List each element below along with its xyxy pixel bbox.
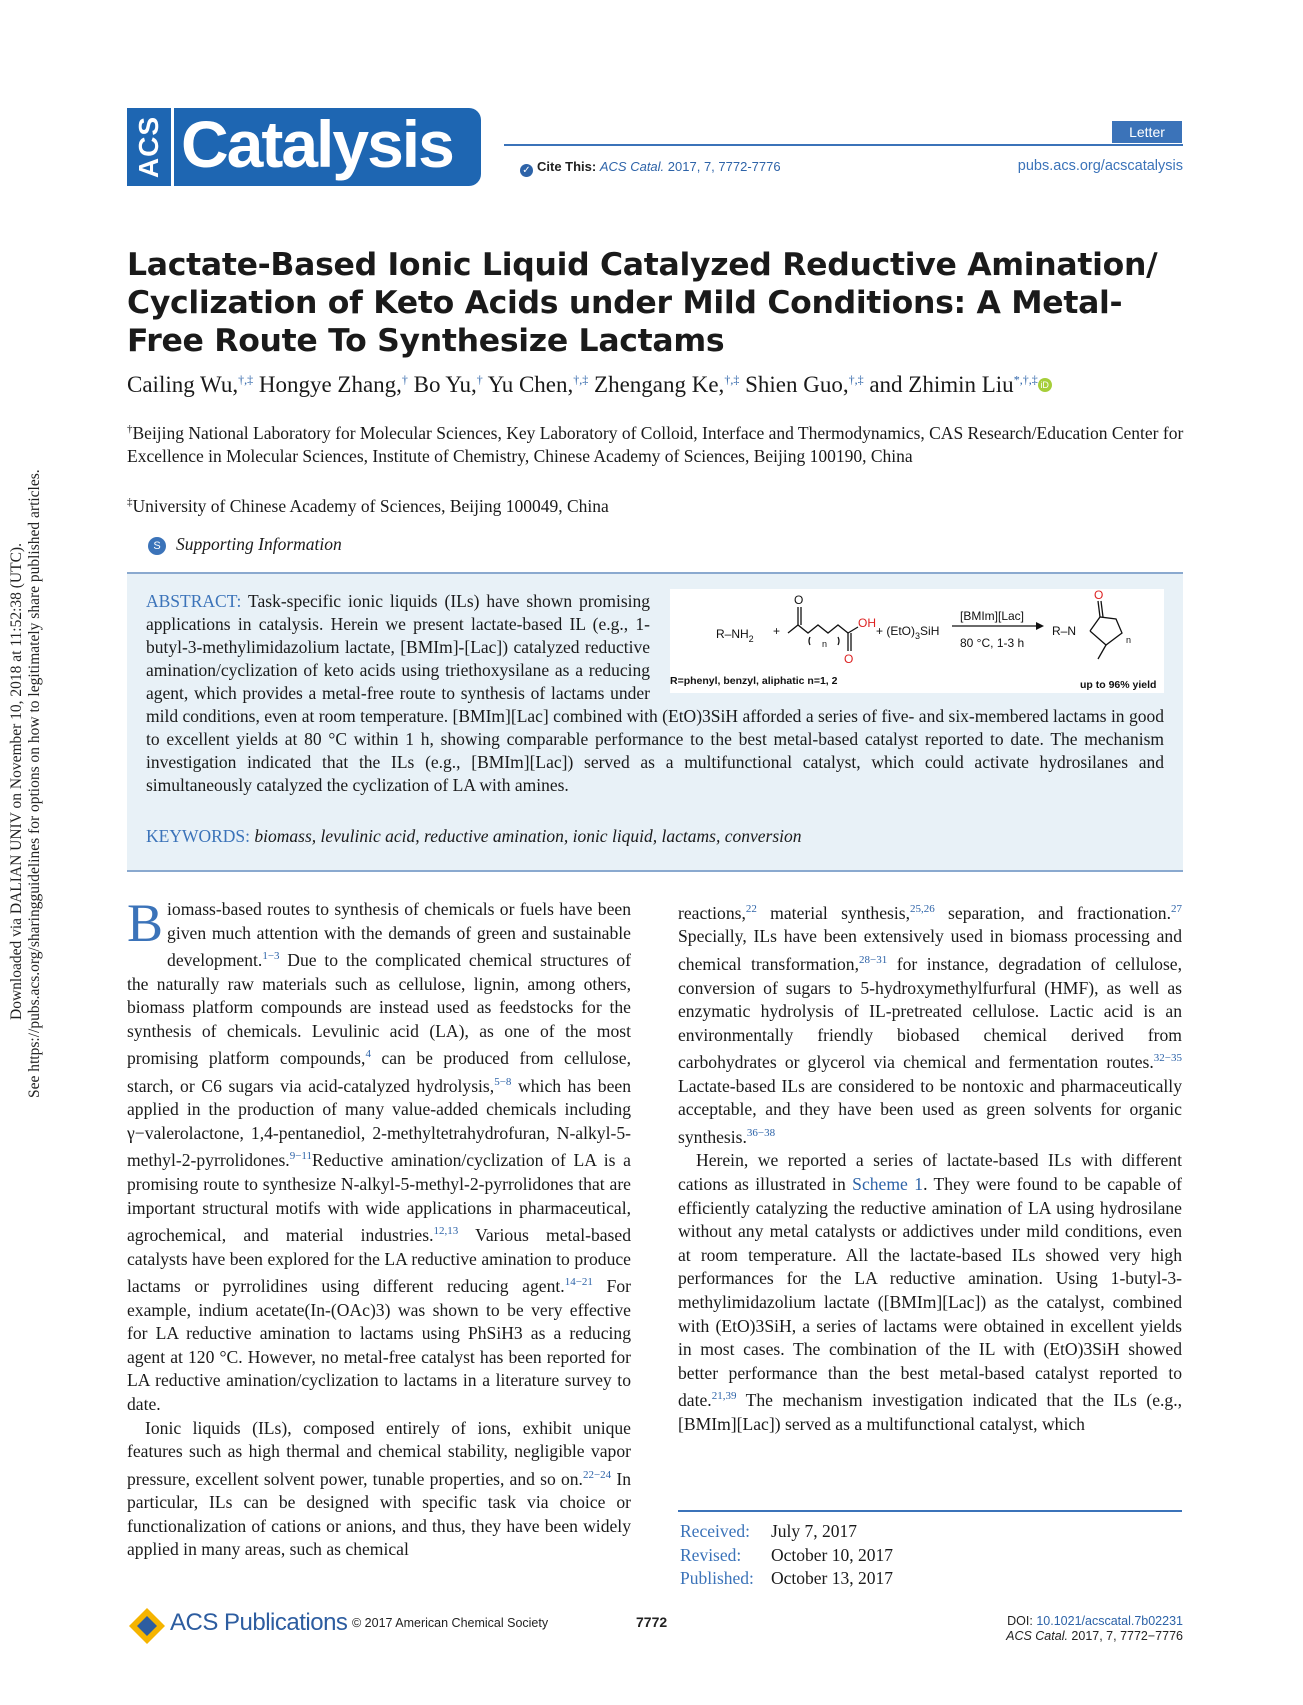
author-name: and Zhimin Liu — [869, 372, 1014, 397]
body-text-run: Specially, ILs have been extensively used in biomass processing and chemical transformation, — [678, 926, 1182, 974]
supporting-information-link[interactable] — [148, 534, 342, 555]
date-published: Published: October 13, 2017 — [680, 1568, 893, 1588]
keywords-text: biomass, levulinic acid, reductive amination, ionic liquid, lactams, conversion — [254, 826, 802, 846]
abstract-label: ABSTRACT: — [146, 591, 242, 611]
citation-ref[interactable]: 12,13 — [433, 1225, 459, 1238]
citation-ref[interactable]: 22 — [745, 903, 757, 915]
download-notice-line2: See https://pubs.acs.org/sharingguidelines for options on how to legitimately share published articles. — [26, 469, 43, 1098]
author-affiliation-marks: †,‡ — [238, 372, 254, 387]
author-affiliation-marks: †,‡ — [848, 372, 864, 387]
body-text-run: In particular, ILs can be designed with specific task via choice or functionalization of cations or anions, and thus, they have been widely applied in many areas, such as chemical — [127, 1468, 631, 1560]
body-text-run: Ionic liquids (ILs), composed entirely of ions, exhibit unique features such as high thermal and chemical stability, negligible vapor pressure, excellent solvent power, tunable properties, and so on. — [127, 1417, 631, 1489]
citation-ref[interactable]: 25,26 — [910, 903, 935, 915]
footer-doi — [1006, 1614, 1183, 1644]
body-text-run: The mechanism investigation indicated that the ILs (e.g., [BMIm][Lac]) served as a multifunctional catalyst, which — [678, 1390, 1182, 1434]
header-rule — [504, 144, 1183, 146]
supporting-info-label: Supporting Information — [176, 534, 342, 554]
toc-oh: OH — [858, 616, 876, 630]
body-paragraph — [127, 1417, 631, 1562]
cite-this[interactable] — [520, 159, 781, 177]
affiliation-1-text: Beijing National Laboratory for Molecular Sciences, Key Laboratory of Colloid, Interface and Thermodynamics, CAS Research/Education Center for Excellence in Molecular Sciences, Institute of Chemistry, Chinese Academy of Sciences, Beijing 100190, China — [127, 422, 1184, 466]
toc-conditions: 80 °C, 1-3 h — [960, 636, 1025, 650]
body-text-run: for instance, degradation of cellulose, conversion of sugars to 5-hydroxymethylfurfural (HMF), as well as enzymatic hydrolysis of IL-pretreated cellulose. Lactic acid is an environmentally friendly biobased chemical derived from carbohydrates or glycerol via chemical and fermentation routes. — [678, 953, 1182, 1073]
toc-plus1: + — [773, 624, 781, 638]
toc-n-index: n — [822, 639, 828, 649]
body-text-run: Lactate-based ILs are considered to be nontoxic and pharmaceutically acceptable, and they have been used as green solvents for organic synthesis. — [678, 1075, 1182, 1147]
body-paragraph — [127, 893, 632, 1417]
citation-ref[interactable]: 21,39 — [711, 1390, 737, 1403]
author-list — [127, 372, 1052, 398]
body-text-run: Various metal-based catalysts have been explored for the LA reductive amination to produce lactams or pyrrolidines using different reducing agent. — [127, 1225, 632, 1297]
article-title: Lactate-Based Ionic Liquid Catalyzed Reductive Amination/ Cyclization of Keto Acids under Mild Conditions: A Metal-Free Route To Synthesize Lactams — [127, 247, 1158, 359]
body-text-run — [127, 893, 632, 1415]
body-paragraph — [678, 1149, 1182, 1436]
journal-site-link[interactable]: pubs.acs.org/acscatalysis — [1017, 158, 1183, 174]
orcid-icon[interactable]: iD — [1038, 378, 1052, 392]
author-name: Yu Chen, — [487, 372, 574, 397]
footer-publisher[interactable]: ACS Publications — [170, 1609, 348, 1636]
logo-acs-text: ACS — [133, 115, 164, 179]
journal-logo[interactable] — [127, 108, 481, 186]
citation-ref[interactable]: 36−38 — [746, 1126, 776, 1139]
citation-ref[interactable]: 22−24 — [582, 1468, 612, 1481]
affiliation-2 — [127, 491, 1187, 518]
toc-product-rn: R–N — [1052, 624, 1077, 638]
body-text-run: Due to the complicated chemical structures of the naturally raw materials such as cellulose, lignin, among others, biomass platform compounds are instead used as feedstocks for the synthesis of chemicals. Levulinic acid (LA), as one of the most promising platform compounds, — [127, 950, 631, 1069]
body-text-run: reactions, — [678, 902, 746, 923]
toc-lactam-structure — [1090, 601, 1122, 659]
cite-ref[interactable]: 2017, 7, 7772-7776 — [667, 159, 781, 174]
citation-ref[interactable]: 5−8 — [494, 1075, 512, 1088]
author-affiliation-marks: † — [476, 372, 483, 387]
affiliation-1 — [127, 418, 1187, 468]
article-type-badge: Letter — [1112, 121, 1182, 143]
body-paragraph — [678, 898, 1182, 1149]
toc-yield: up to 96% yield — [1080, 679, 1157, 691]
citation-ref[interactable]: 28−31 — [859, 954, 888, 967]
toc-amine: $R-NH_2$ — [716, 627, 754, 644]
date-revised: Revised: October 10, 2017 — [680, 1544, 893, 1565]
toc-o-bottom: O — [844, 652, 854, 666]
dates-rule — [678, 1510, 1182, 1512]
supporting-info-icon: S — [148, 537, 166, 555]
body-text-run: For example, indium acetate(In-(OAc)3) was shown to be very effective for LA reductive amination to lactams using PhSiH3 as a reducing agent at 120 °C. However, no metal-free catalyst has been reported for LA reductive amination/cyclization to lactams in a literature survey to date. — [127, 1276, 631, 1415]
dropcap: B — [127, 893, 164, 953]
toc-o-top: O — [794, 593, 804, 607]
author-name: Shien Guo, — [745, 372, 849, 397]
author-name: Cailing Wu, — [127, 372, 239, 397]
cite-journal[interactable]: ACS Catal. — [599, 159, 665, 174]
doi-label: DOI: — [1007, 1614, 1033, 1628]
citation-ref[interactable]: 4 — [365, 1048, 371, 1061]
toc-catalyst: [BMIm][Lac] — [960, 609, 1025, 623]
logo-journal-text: Catalysis — [181, 107, 453, 181]
cite-label: Cite This: — [537, 159, 597, 174]
author-affiliation-marks: *,†,‡ — [1013, 372, 1038, 387]
citation-ref[interactable]: 1−3 — [262, 950, 280, 963]
journal-ref-rest: 2017, 7, 7772−7776 — [1067, 1629, 1183, 1643]
scheme-link[interactable]: Scheme 1 — [852, 1173, 924, 1194]
toc-graphic — [670, 589, 1164, 693]
body-text-run: which has been applied in the production of many value-added chemicals including γ−valerolactone, 1,4-pentanediol, 2-methyltetrahydrofuran, N-alkyl-5-methyl-2-pyrrolidones. — [127, 1075, 631, 1171]
check-icon: ✓ — [520, 164, 533, 177]
keywords-label: KEYWORDS: — [146, 826, 251, 846]
body-column-right — [678, 898, 1182, 1436]
author-name: Bo Yu, — [413, 372, 477, 397]
citation-ref[interactable]: 32−35 — [1153, 1052, 1182, 1065]
body-text-run: separation, and fractionation. — [934, 902, 1171, 923]
author-name: Zhengang Ke, — [594, 372, 725, 397]
body-text-run: Herein, we reported a series of lactate-based ILs with different cations as illustrated in — [678, 1150, 1182, 1194]
download-notice — [0, 0, 60, 1705]
toc-silane: + $(EtO)_3SiH$ — [876, 624, 940, 641]
body-text-run: can be produced from cellulose, starch, or C6 sugars via acid-catalyzed hydrolysis, — [127, 1048, 631, 1096]
citation-ref[interactable]: 27 — [1170, 903, 1182, 915]
page-number: 7772 — [636, 1614, 668, 1630]
download-notice-line1: Downloaded via DALIAN UNIV on November 10, 2018 at 11:52:38 (UTC). — [8, 543, 25, 1020]
body-column-left — [127, 893, 632, 1562]
author-name: Hongye Zhang, — [258, 372, 402, 397]
doi-link[interactable]: 10.1021/acscatal.7b02231 — [1036, 1614, 1183, 1628]
acs-publications-logo-icon[interactable] — [127, 1606, 167, 1646]
affiliation-1-mark: † — [127, 423, 133, 435]
body-text-run: Reductive amination/cyclization of LA is a promising route to synthesize N-alkyl-5-methyl-2-pyrrolidones that are important structural motifs with wide applications in pharmaceutical, agrochemical, and material industries. — [127, 1150, 631, 1246]
footer-copyright: © 2017 American Chemical Society — [352, 1616, 549, 1630]
affiliation-2-text: University of Chinese Academy of Sciences, Beijing 100049, China — [132, 495, 609, 516]
toc-scope: R=phenyl, benzyl, aliphatic n=1, 2 — [670, 675, 838, 687]
affiliation-2-mark: ‡ — [127, 496, 133, 508]
toc-arrow-head — [1036, 622, 1044, 630]
body-text-run: . They were found to be capable of efficiently catalyzing the reductive amination of LA using hydrosilane without any metal catalysts or addictives under mild conditions, even at room temperature. All the lactate-based ILs showed very high performances for the LA reductive amination. Using 1-butyl-3-methylimidazolium lactate ([BMIm][Lac]) as the catalyst, combined with (EtO)3SiH, a series of lactams were obtained in excellent yields in most cases. The combination of the IL with (EtO)3SiH showed better performance than the best metal-based catalyst reported to date. — [678, 1173, 1183, 1411]
body-text-run: material synthesis, — [756, 902, 911, 923]
date-received: Received: July 7, 2017 — [680, 1521, 858, 1541]
toc-product-n: n — [1126, 635, 1132, 645]
author-affiliation-marks: † — [401, 372, 408, 387]
toc-o-product: O — [1094, 589, 1104, 602]
citation-ref[interactable]: 14−21 — [564, 1276, 593, 1289]
publication-dates — [680, 1520, 893, 1591]
body-text-run: iomass-based routes to synthesis of chemicals or fuels have been given much attention with the demands of green and sustainable development. — [167, 899, 631, 971]
abstract-text: Task-specific ionic liquids (ILs) have shown promising applications in catalysis. Herein we present lactate-based IL (e.g., 1-butyl-3-methylimidazolium lactate, [BMIm]-[Lac]) catalyzed reductive amination/cyclization of keto acids using triethoxysilane as a reducing agent, which provides a metal-free route to synthesis of lactams under mild conditions, even at room temperature. [BMIm][Lac] combined with (EtO)3SiH afforded a series of five- and six-membered lactams in good to excellent yields at 80 °C within 1 h, showing comparable performance to the best metal-based catalyst reported to date. The mechanism investigation indicated that the ILs (e.g., [BMIm][Lac]) served as a multifunctional catalyst, which could activate hydrosilanes and simultaneously catalyzed the cyclization of LA with amines. — [146, 591, 1164, 795]
journal-ref-abbrev: ACS Catal. — [1006, 1629, 1068, 1643]
author-affiliation-marks: †,‡ — [573, 372, 589, 387]
citation-ref[interactable]: 9−11 — [289, 1150, 313, 1163]
author-affiliation-marks: †,‡ — [724, 372, 740, 387]
keywords — [146, 826, 802, 847]
